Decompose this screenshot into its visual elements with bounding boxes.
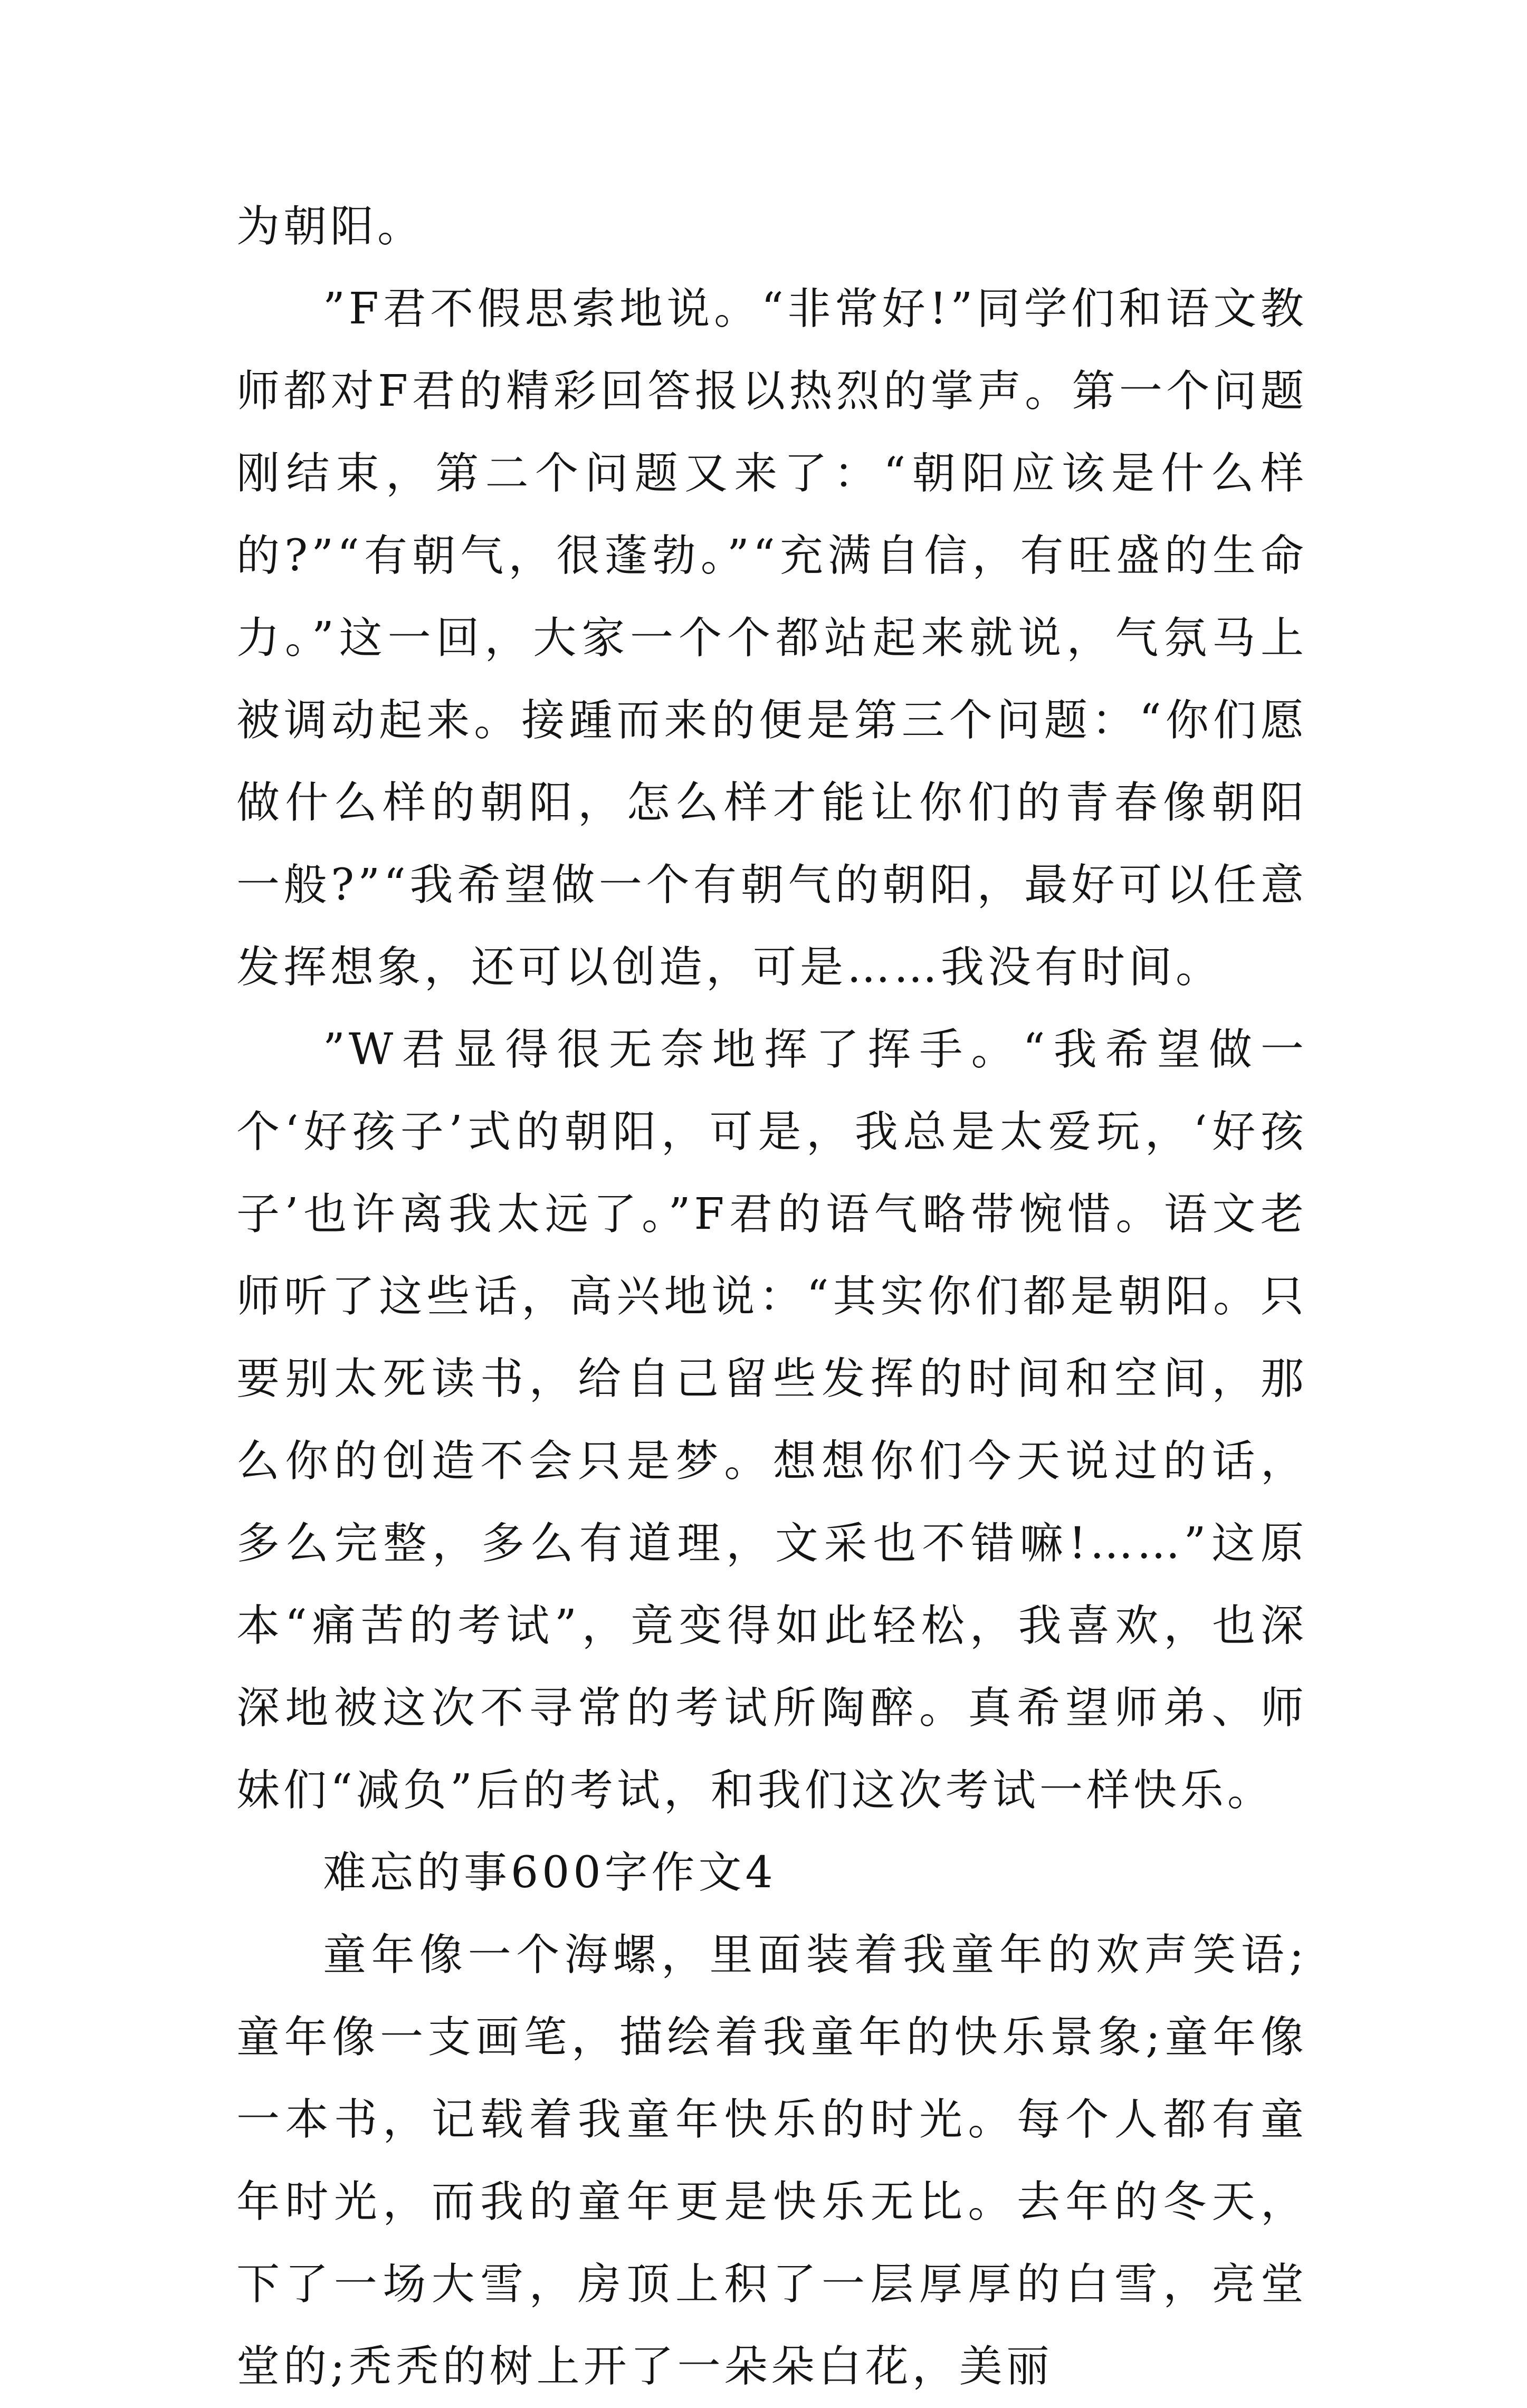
paragraph-4: 童年像一个海螺，里面装着我童年的欢声笑语;童年像一支画笔，描绘着我童年的快乐景象;童年像一本书，记载着我童年快乐的时光。每个人都有童年时光，而我的童年更是快乐无比。去年的冬天，下了一场大雪，房顶上积了一层厚厚的白雪，亮堂堂的;秃秃的树上开了一朵朵白花，美丽	[236, 1930, 1308, 2392]
paragraph-3: ”W君显得很无奈地挥了挥手。“我希望做一个‘好孩子’式的朝阳，可是，我总是太爱玩，‘好孩子’也许离我太远了。”F君的语气略带惋惜。语文老师听了这些话，高兴地说：“其实你们都是朝阳。只要别太死读书，给自己留些发挥的时间和空间，那么你的创造不会只是梦。想想你们今天说过的话，多么完整，多么有道理，文采也不错嘛!……”这原本“痛苦的考试”，竟变得如此轻松，我喜欢，也深深地被这次不寻常的考试所陶醉。真希望师弟、师妹们“减负”后的考试，和我们这次考试一样快乐。	[236, 1025, 1308, 1815]
section-heading: 难忘的事600字作文4	[323, 1848, 777, 1898]
document-body	[236, 186, 1308, 2408]
paragraph-1: 为朝阳。	[236, 202, 425, 252]
paragraph-2: ”F君不假思索地说。“非常好!”同学们和语文教师都对F君的精彩回答报以热烈的掌声。第一个问题刚结束，第二个问题又来了：“朝阳应该是什么样的?”“有朝气，很蓬勃。”“充满自信，有旺盛的生命力。”这一回，大家一个个都站起来就说，气氛马上被调动起来。接踵而来的便是第三个问题：“你们愿做什么样的朝阳，怎么样才能让你们的青春像朝阳一般?”“我希望做一个有朝气的朝阳，最好可以任意发挥想象，还可以创造，可是……我没有时间。	[236, 284, 1308, 992]
